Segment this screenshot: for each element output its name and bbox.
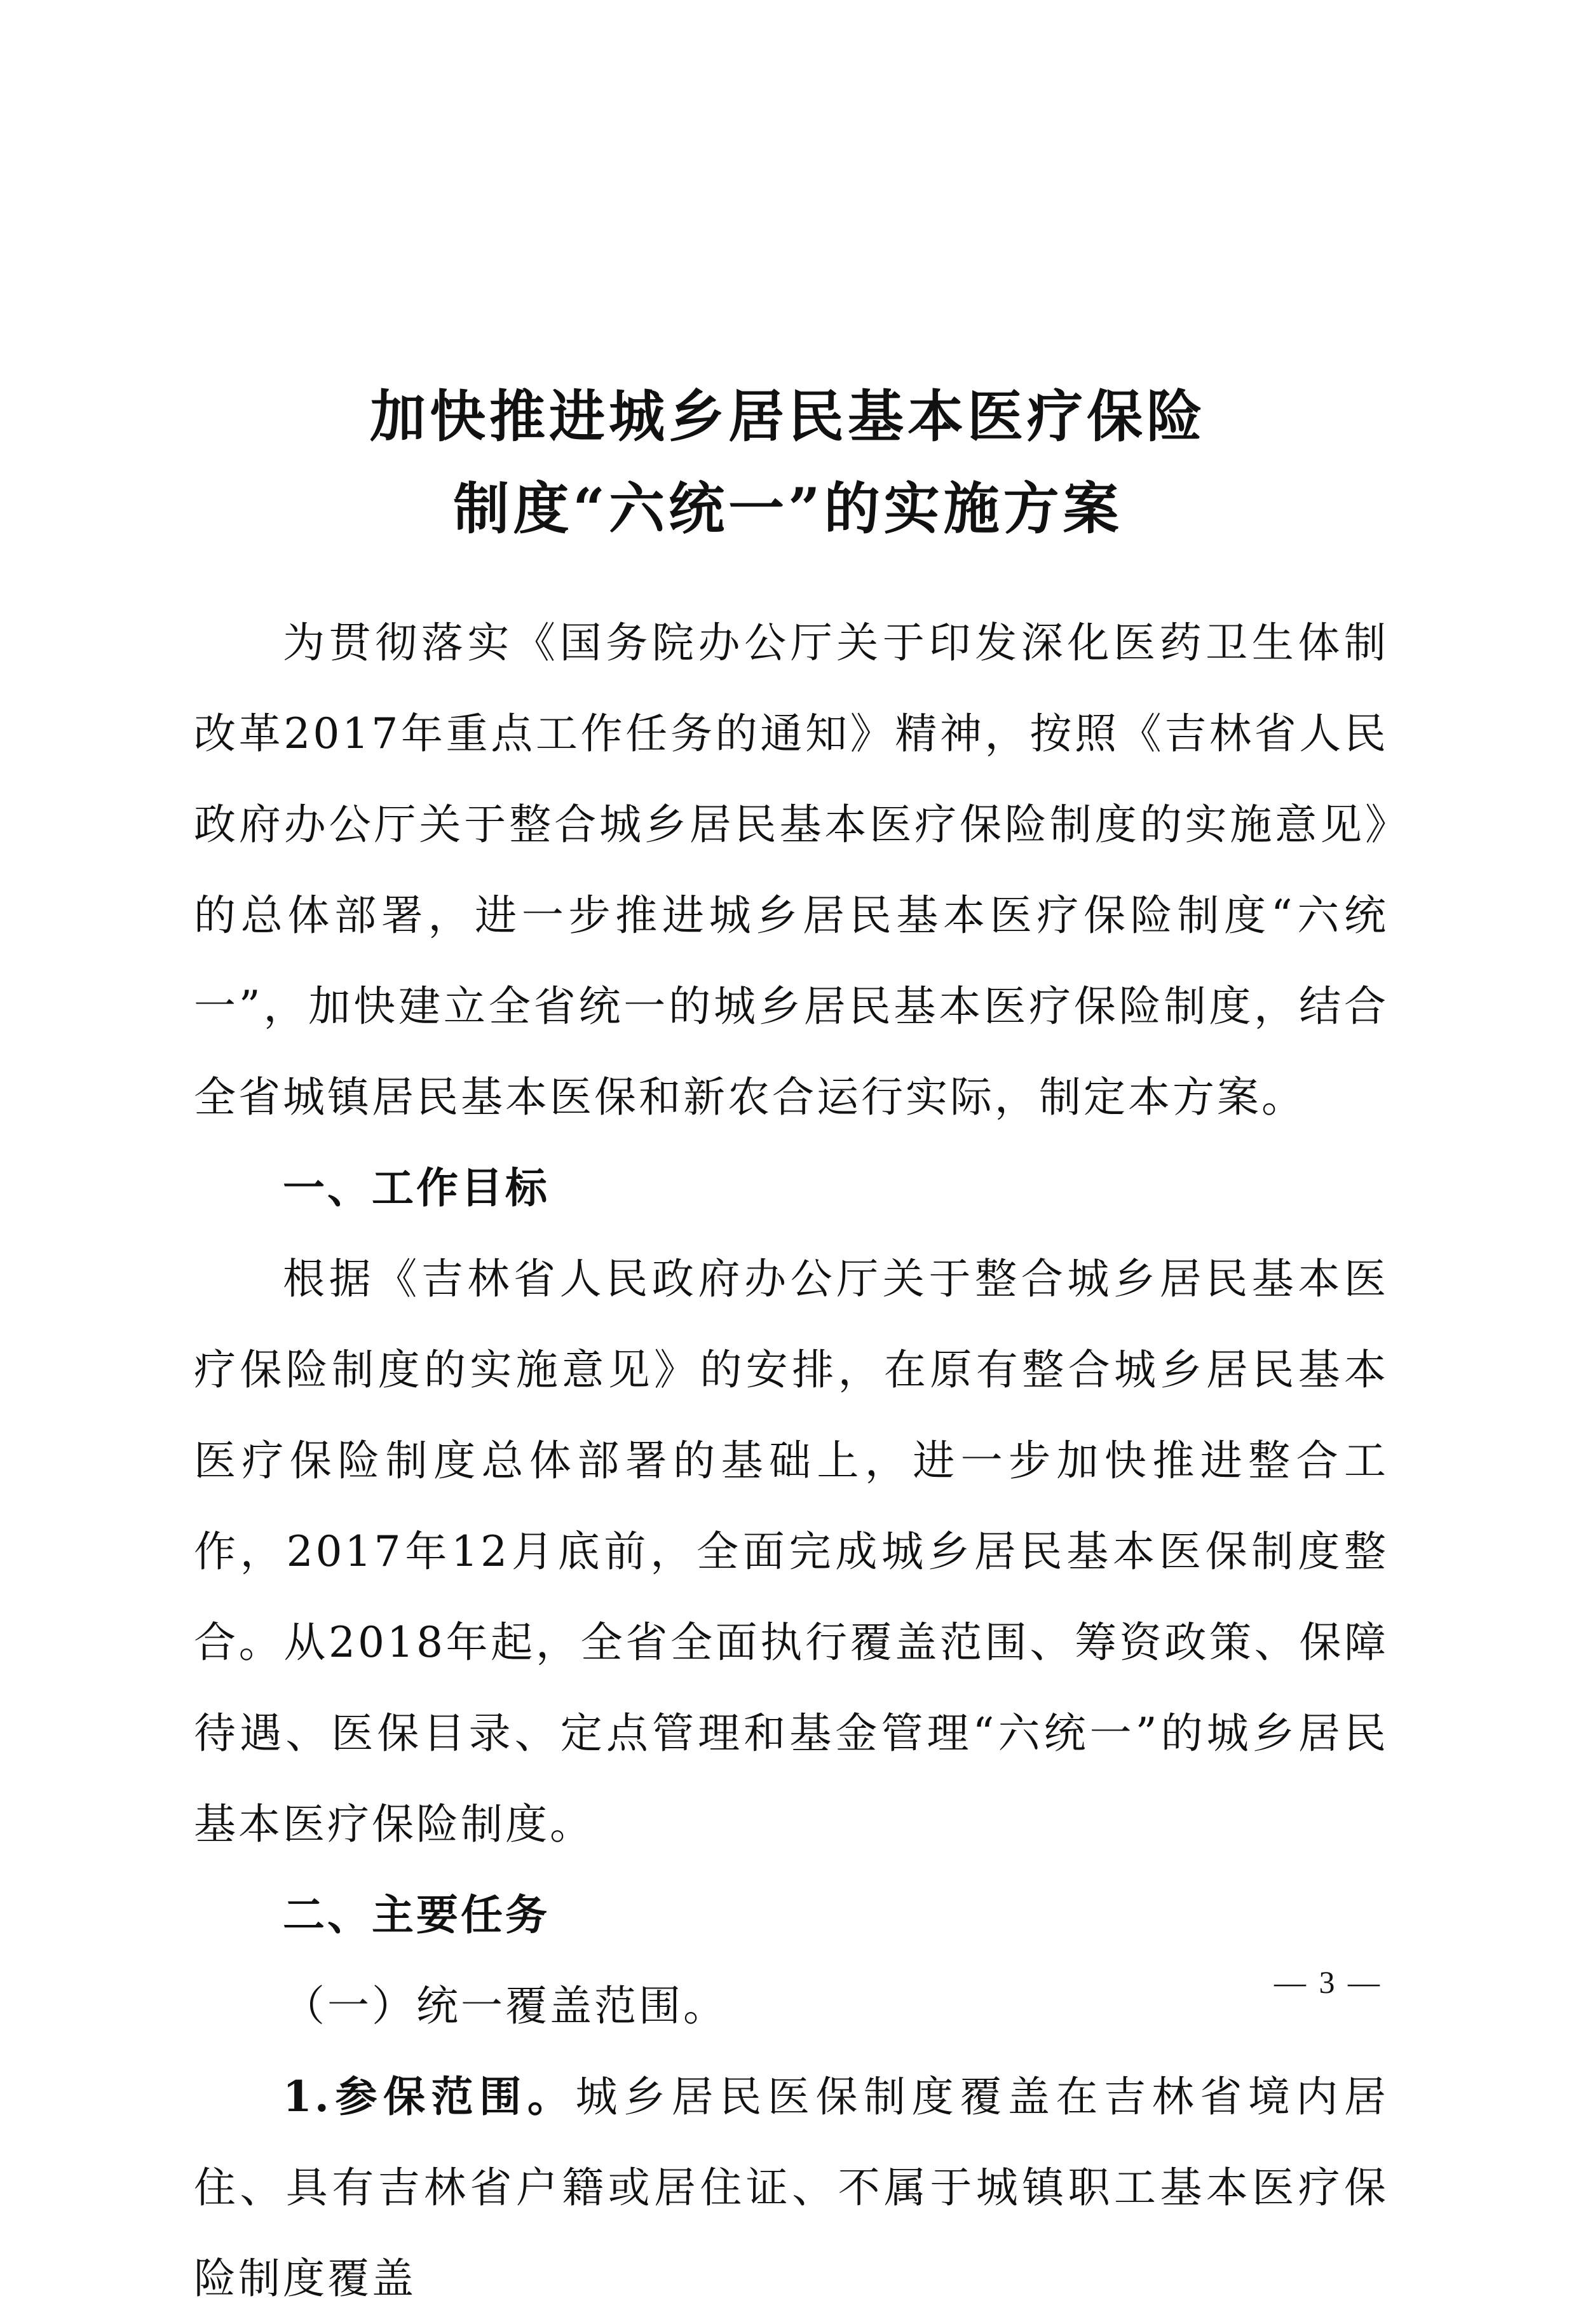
document-body	[194, 597, 1389, 2324]
document-title-line-1: 加快推进城乡居民基本医疗保险	[369, 383, 1206, 449]
item-insurance-scope	[194, 2051, 1389, 2324]
page-number: — 3 —	[1274, 1964, 1382, 2000]
subsection-heading-coverage: （一）统一覆盖范围。	[283, 1981, 728, 2030]
section-heading-goals: 一、工作目标	[283, 1164, 550, 1213]
item-insurance-scope-text: 城乡居民医保制度覆盖在吉林省境内居住、具有吉林省户籍或居住证、不属于城镇职工基本医疗保险制度覆盖	[194, 2072, 1389, 2303]
document-title-line-2: 制度“六统一”的实施方案	[453, 475, 1123, 541]
intro-paragraph: 为贯彻落实《国务院办公厅关于印发深化医药卫生体制改革2017年重点工作任务的通知》精神，按照《吉林省人民政府办公厅关于整合城乡居民基本医疗保险制度的实施意见》的总体部署，进一步推进城乡居民基本医疗保险制度“六统一”，加快建立全省统一的城乡居民基本医疗保险制度，结合全省城镇居民基本医保和新农合运行实际，制定本方案。	[194, 618, 1389, 1122]
item-insurance-scope-lead: 1.参保范围。	[283, 2072, 576, 2121]
section-heading-tasks: 二、主要任务	[283, 1891, 550, 1940]
goals-paragraph: 根据《吉林省人民政府办公厅关于整合城乡居民基本医疗保险制度的实施意见》的安排，在原有整合城乡居民基本医疗保险制度总体部署的基础上，进一步加快推进整合工作，2017年12月底前，全面完成城乡居民基本医保制度整合。从2018年起，全省全面执行覆盖范围、筹资政策、保障待遇、医保目录、定点管理和基金管理“六统一”的城乡居民基本医疗保险制度。	[194, 1254, 1389, 1849]
